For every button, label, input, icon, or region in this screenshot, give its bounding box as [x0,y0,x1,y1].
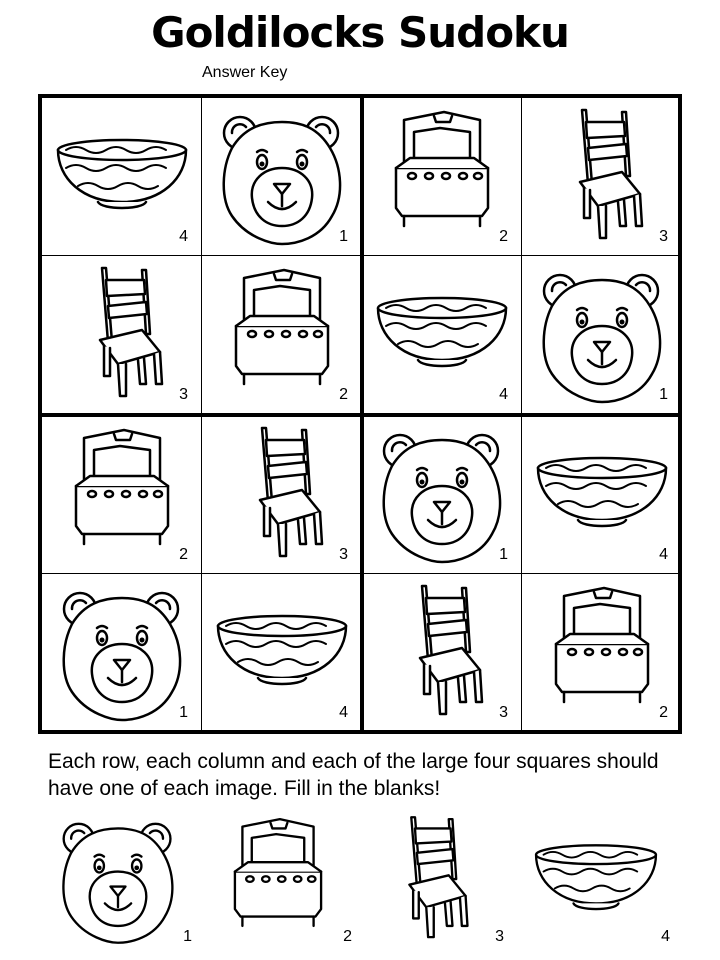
page-title: Goldilocks Sudoku [151,8,569,57]
cell-number: 1 [179,704,188,721]
bowl-icon [42,98,202,256]
legend-item-3 [350,806,510,954]
cell-number: 2 [339,386,348,403]
legend-item-2 [198,806,358,954]
bowl-icon [522,416,682,574]
cell-number: 4 [179,228,188,245]
cell-number: 2 [179,546,188,563]
legend-item-4 [516,806,676,954]
grid-divider-thick [42,413,678,417]
legend-item-1 [38,806,198,954]
bed-icon [198,806,358,954]
chair-icon [362,574,522,732]
grid-cell-r1-c2[interactable] [202,98,362,256]
instructions-text: Each row, each column and each of the large four squares should have one of each image. Fill in the blanks! [48,750,659,800]
cell-number: 1 [659,386,668,403]
grid-cell-r3-c1[interactable] [42,416,202,574]
grid-cell-r2-c4[interactable] [522,256,682,414]
cell-number: 1 [499,546,508,563]
cell-number: 3 [659,228,668,245]
grid-cell-r1-c1[interactable] [42,98,202,256]
grid-cell-r4-c1[interactable] [42,574,202,732]
grid-cell-r3-c4[interactable] [522,416,682,574]
cell-number: 2 [499,228,508,245]
cell-number: 2 [659,704,668,721]
legend-number: 3 [495,928,504,945]
bear-icon [202,98,362,256]
bed-icon [522,574,682,732]
bed-icon [362,98,522,256]
legend-number: 1 [183,928,192,945]
cell-number: 4 [499,386,508,403]
chair-icon [42,256,202,414]
cell-number: 4 [339,704,348,721]
chair-icon [350,806,510,954]
bear-icon [522,256,682,414]
grid-cell-r3-c3[interactable] [362,416,522,574]
page-subtitle: Answer Key [202,64,288,81]
cell-number: 4 [659,546,668,563]
grid-cell-r1-c4[interactable] [522,98,682,256]
cell-number: 3 [499,704,508,721]
grid-cell-r2-c2[interactable] [202,256,362,414]
grid-divider [42,255,678,256]
cell-number: 1 [339,228,348,245]
bear-icon [362,416,522,574]
chair-icon [202,416,362,574]
legend-number: 2 [343,928,352,945]
bed-icon [42,416,202,574]
grid-cell-r2-c3[interactable] [362,256,522,414]
grid-cell-r3-c2[interactable] [202,416,362,574]
bowl-icon [202,574,362,732]
bear-icon [38,806,198,954]
grid-cell-r1-c3[interactable] [362,98,522,256]
grid-cell-r4-c4[interactable] [522,574,682,732]
grid-cell-r2-c1[interactable] [42,256,202,414]
bed-icon [202,256,362,414]
bear-icon [42,574,202,732]
grid-cell-r4-c2[interactable] [202,574,362,732]
bowl-icon [362,256,522,414]
sudoku-grid [38,94,682,734]
chair-icon [522,98,682,256]
grid-divider [42,573,678,574]
bowl-icon [516,806,676,954]
cell-number: 3 [179,386,188,403]
grid-cell-r4-c3[interactable] [362,574,522,732]
legend-number: 4 [661,928,670,945]
cell-number: 3 [339,546,348,563]
